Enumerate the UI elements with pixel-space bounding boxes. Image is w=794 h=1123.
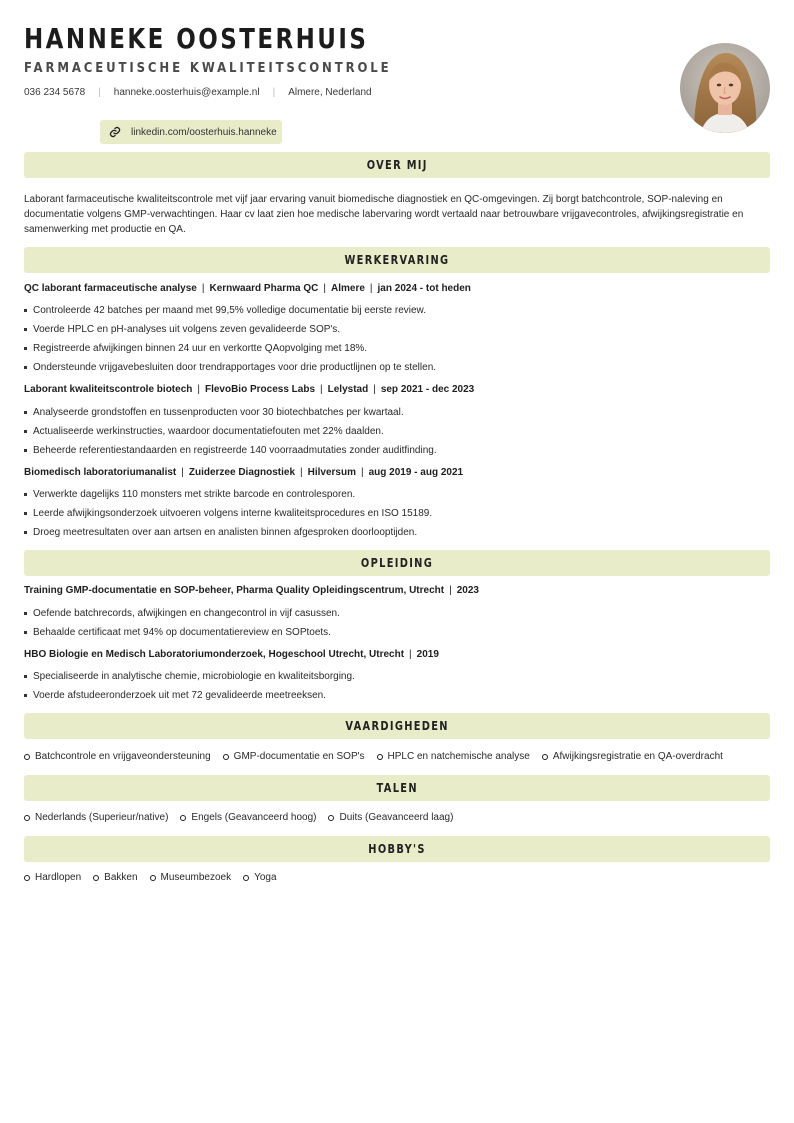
education-title: HBO Biologie en Medisch Laboratoriumonderzoek, Hogeschool Utrecht, Utrecht: [24, 649, 405, 660]
list-item: Leerde afwijkingsonderzoek uitvoeren volgens interne kwaliteitsprocedures en ISO 15189.: [24, 507, 432, 526]
language-label: Engels (Geavanceerd hoog): [191, 812, 317, 823]
location: Almere, Nederland: [288, 87, 372, 98]
email-address[interactable]: hanneke.oosterhuis@example.nl: [113, 87, 260, 98]
link-icon: [109, 126, 121, 138]
skills-list: [24, 751, 735, 762]
list-item: Controleerde 42 batches per maand met 99,5% volledige documentatie bij eerste review.: [24, 304, 436, 323]
job-period: jan 2024 - tot heden: [377, 283, 471, 294]
education-bullets: [24, 670, 355, 708]
list-item: Verwerkte dagelijks 110 monsters met strikte barcode en controlesporen.: [24, 488, 432, 507]
education-heading: HBO Biologie en Medisch Laboratoriumonderzoek, Hogeschool Utrecht, Utrecht | 2019: [24, 649, 439, 660]
list-item: Oefende batchrecords, afwijkingen en changecontrol in vijf casussen.: [24, 607, 340, 626]
phone-number: 036 234 5678: [24, 87, 86, 98]
list-item: Beheerde referentiestandaarden en registreerde 140 voorraadmutaties zonder auditfinding.: [24, 444, 437, 463]
contact-separator: |: [272, 87, 276, 98]
job-city: Almere: [331, 283, 365, 294]
languages-list: [24, 812, 465, 823]
skill-item: [223, 751, 365, 762]
list-item: Specialiseerde in analytische chemie, microbiologie en kwaliteitsborging.: [24, 670, 355, 689]
section-header-education: [24, 550, 770, 576]
job-title: QC laborant farmaceutische analyse: [24, 283, 197, 294]
section-title: TALEN: [376, 781, 418, 795]
linkedin-url: linkedin.com/oosterhuis.hanneke: [131, 126, 277, 138]
circle-bullet-icon: [180, 815, 186, 821]
section-header-languages: [24, 775, 770, 801]
job-title: Biomedisch laboratoriumanalist: [24, 467, 177, 478]
circle-bullet-icon: [150, 875, 156, 881]
job-period: sep 2021 - dec 2023: [380, 384, 475, 395]
circle-bullet-icon: [24, 815, 30, 821]
section-header-hobbies: [24, 836, 770, 862]
hobby-item: [93, 872, 137, 883]
circle-bullet-icon: [542, 754, 548, 760]
hobbies-list: [24, 872, 289, 883]
candidate-role: FARMACEUTISCHE KWALITEITSCONTROLE: [24, 61, 392, 76]
circle-bullet-icon: [328, 815, 334, 821]
skill-item: [377, 751, 530, 762]
skill-item: [542, 751, 723, 762]
circle-bullet-icon: [377, 754, 383, 760]
hobby-item: [150, 872, 232, 883]
job-heading: Laborant kwaliteitscontrole biotech | FlevoBio Process Labs | Lelystad | sep 2021 - dec 2023: [24, 384, 475, 395]
list-item: Behaalde certificaat met 94% op documentatiereview en SOPtoets.: [24, 626, 340, 645]
job-heading: Biomedisch laboratoriumanalist | Zuiderzee Diagnostiek | Hilversum | aug 2019 - aug 2021: [24, 467, 464, 478]
contact-separator: |: [98, 87, 101, 98]
education-year: 2019: [416, 649, 439, 660]
job-company: FlevoBio Process Labs: [204, 384, 316, 395]
circle-bullet-icon: [24, 875, 30, 881]
skill-label: Afwijkingsregistratie en QA-overdracht: [552, 751, 723, 762]
linkedin-link[interactable]: [100, 120, 282, 144]
hobby-label: Hardlopen: [35, 872, 82, 883]
language-item: [24, 812, 168, 823]
job-company: Zuiderzee Diagnostiek: [188, 467, 296, 478]
skill-label: GMP-documentatie en SOP's: [233, 751, 365, 762]
list-item: Voerde afstudeeronderzoek uit met 72 gevalideerde meetreeksen.: [24, 689, 355, 708]
list-item: Droeg meetresultaten over aan artsen en analisten binnen afgesproken doorlooptijden.: [24, 526, 432, 545]
language-item: [328, 812, 453, 823]
skill-item: [24, 751, 211, 762]
education-year: 2023: [456, 585, 479, 596]
section-header-skills: [24, 713, 770, 739]
job-heading: QC laborant farmaceutische analyse | Kernwaard Pharma QC | Almere | jan 2024 - tot heden: [24, 283, 471, 294]
skill-label: HPLC en natchemische analyse: [387, 751, 530, 762]
circle-bullet-icon: [24, 754, 30, 760]
section-title: HOBBY'S: [368, 842, 426, 856]
circle-bullet-icon: [243, 875, 249, 881]
job-city: Lelystad: [327, 384, 369, 395]
contact-line: [24, 87, 372, 98]
list-item: Voerde HPLC en pH-analyses uit volgens zeven gevalideerde SOP's.: [24, 323, 436, 342]
profile-summary: Laborant farmaceutische kwaliteitscontrole met vijf jaar ervaring vanuit biomedische diagnostiek en QC-omgevingen. Zij borgt batchcontrole, SOP-naleving en documentatie volgens GMP-verwachtingen. Haar cv laat zien hoe medische labervaring wordt vertaald naar betrouwbare vrijgavecontroles, afwijkingsregistratie en samenwerking met productie en QA.: [24, 194, 744, 235]
circle-bullet-icon: [93, 875, 99, 881]
circle-bullet-icon: [223, 754, 229, 760]
job-bullets: [24, 304, 436, 380]
language-label: Nederlands (Superieur/native): [35, 812, 169, 823]
language-label: Duits (Geavanceerd laag): [339, 812, 454, 823]
education-heading: Training GMP-documentatie en SOP-beheer, Pharma Quality Opleidingscentrum, Utrecht | 2023: [24, 585, 479, 596]
job-bullets: [24, 488, 432, 545]
section-header-experience: [24, 247, 770, 273]
education-title: Training GMP-documentatie en SOP-beheer, Pharma Quality Opleidingscentrum, Utrecht: [24, 585, 445, 596]
hobby-label: Museumbezoek: [160, 872, 232, 883]
job-company: Kernwaard Pharma QC: [209, 283, 319, 294]
list-item: Registreerde afwijkingen binnen 24 uur en verkortte QAopvolging met 18%.: [24, 342, 436, 361]
language-item: [180, 812, 316, 823]
list-item: Ondersteunde vrijgavebesluiten door trendrapportages voor drie productlijnen op te stellen.: [24, 361, 436, 380]
job-title: Laborant kwaliteitscontrole biotech: [24, 384, 193, 395]
skill-label: Batchcontrole en vrijgaveondersteuning: [35, 751, 211, 762]
profile-photo: [680, 43, 770, 133]
hobby-item: [24, 872, 81, 883]
section-header-about: [24, 152, 770, 178]
job-period: aug 2019 - aug 2021: [368, 467, 464, 478]
job-bullets: [24, 406, 437, 463]
list-item: Actualiseerde werkinstructies, waardoor documentatiefouten met 22% daalden.: [24, 425, 437, 444]
job-city: Hilversum: [307, 467, 356, 478]
candidate-name: HANNEKE OOSTERHUIS: [24, 22, 369, 55]
hobby-label: Yoga: [254, 872, 277, 883]
hobby-item: [243, 872, 276, 883]
hobby-label: Bakken: [104, 872, 138, 883]
section-title: VAARDIGHEDEN: [345, 719, 449, 733]
education-bullets: [24, 607, 340, 645]
section-title: OVER MIJ: [366, 158, 428, 172]
section-title: WERKERVARING: [344, 253, 450, 267]
section-title: OPLEIDING: [360, 556, 434, 570]
list-item: Analyseerde grondstoffen en tussenproducten voor 30 biotechbatches per kwartaal.: [24, 406, 437, 425]
